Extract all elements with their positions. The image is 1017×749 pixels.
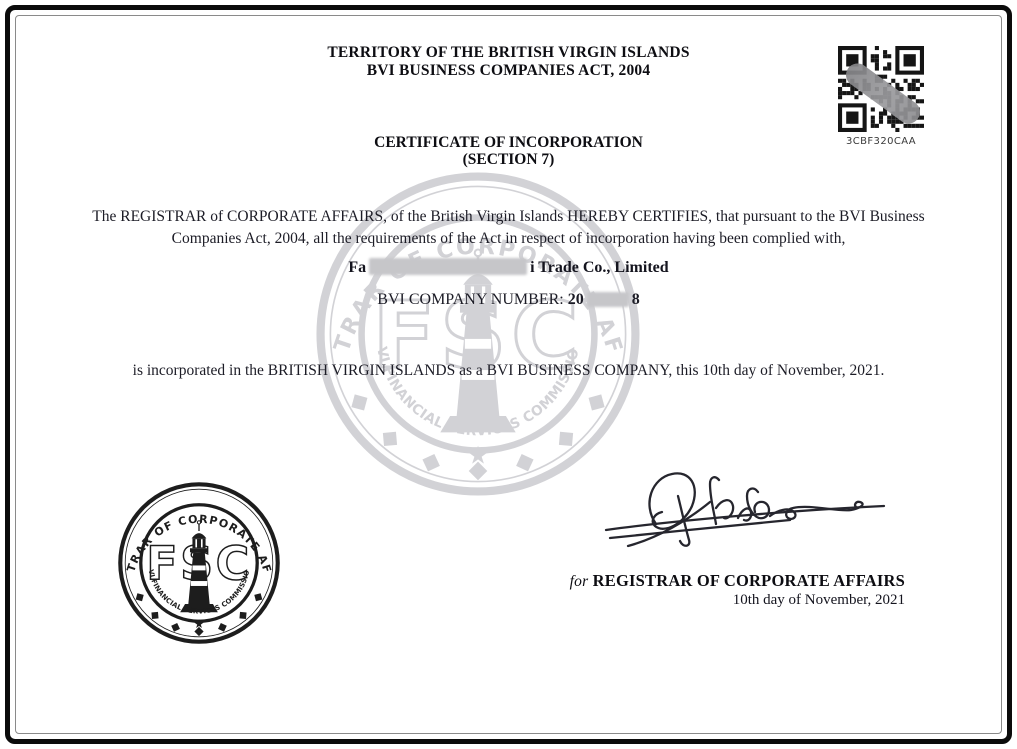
cert-title: CERTIFICATE OF INCORPORATION <box>374 134 643 151</box>
cert-section: (SECTION 7) <box>462 150 555 168</box>
company-number-redaction <box>587 292 629 307</box>
registrar-line <box>545 571 905 591</box>
company-name-prefix: Fa <box>348 259 367 276</box>
company-name-line <box>0 258 1017 277</box>
registrar-seal <box>117 481 281 645</box>
signature-date: 10th day of November, 2021 <box>732 592 905 608</box>
header-territory: TERRITORY OF THE BRITISH VIRGIN ISLANDS <box>327 44 690 61</box>
company-number-prefix: 20 <box>567 291 584 308</box>
body-paragraph: The REGISTRAR of CORPORATE AFFAIRS, of the British Virgin Islands HEREBY CERTIFIES, that pursuant to the BVI Business Companies Act, 2004, all the requirements of the Act in respect of incorporation having been complied with, <box>92 208 925 247</box>
registrar-title: REGISTRAR OF CORPORATE AFFAIRS <box>592 571 905 590</box>
company-number-suffix: 8 <box>631 291 640 308</box>
company-name-redaction <box>369 258 527 275</box>
incorporation-line: is incorporated in the BRITISH VIRGIN ISLANDS as a BVI BUSINESS COMPANY, this 10th day of November, 2021. <box>132 362 885 379</box>
company-name-suffix: i Trade Co., Limited <box>530 259 669 276</box>
qr-code-label: 3CBF320CAA <box>846 136 916 147</box>
company-number-label: BVI COMPANY NUMBER: <box>377 291 568 308</box>
signature-for-word: for <box>569 573 589 590</box>
qr-code <box>838 46 924 132</box>
qr-block <box>838 46 924 147</box>
signature-block <box>545 571 905 609</box>
signature <box>598 468 890 560</box>
header-act: BVI BUSINESS COMPANIES ACT, 2004 <box>366 62 651 79</box>
company-number-line <box>0 291 1017 309</box>
certificate-title-block <box>0 135 1017 168</box>
